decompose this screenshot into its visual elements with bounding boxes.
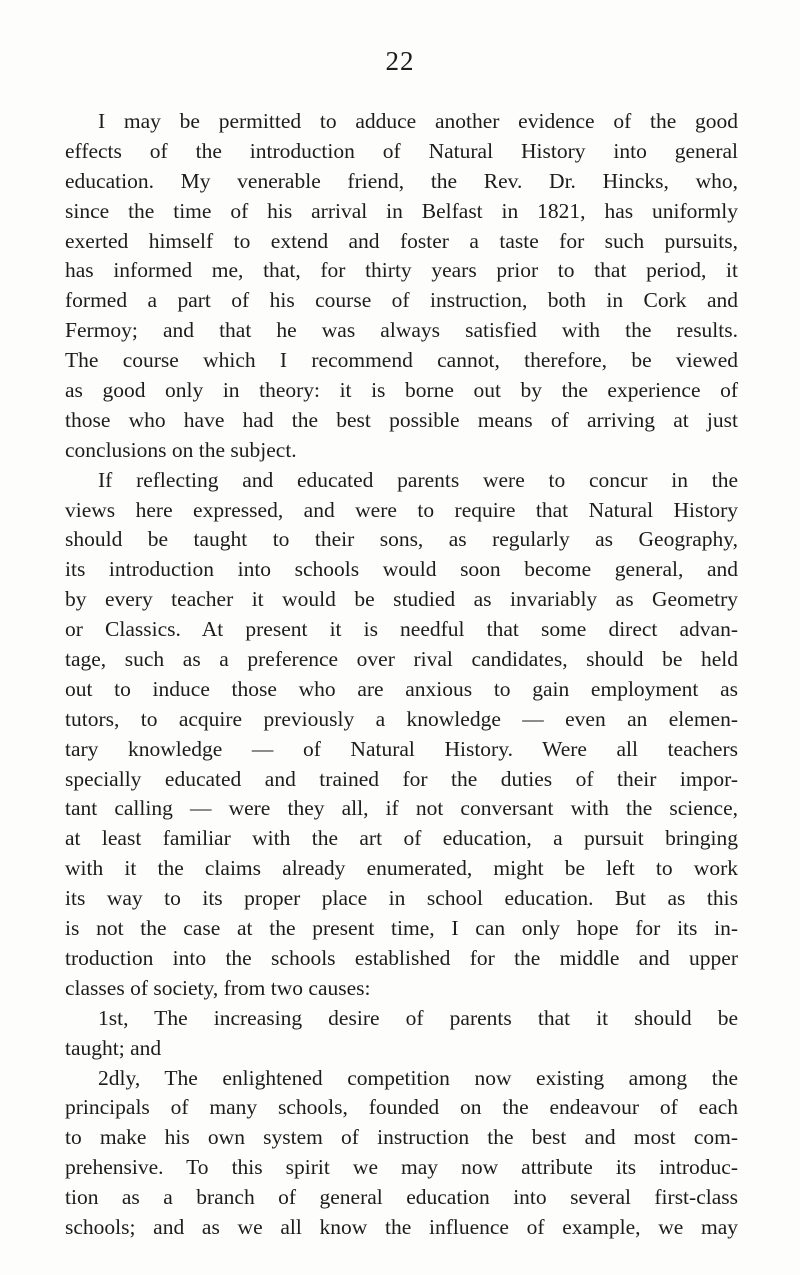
text-line: its way to its proper place in school education. But as this	[65, 886, 738, 911]
page-number: 22	[385, 46, 415, 76]
text-line: has informed me, that, for thirty years prior to that period, it	[65, 258, 738, 283]
text-line: is not the case at the present time, I can only hope for its in-	[65, 916, 738, 941]
text-line: its introduction into schools would soon become general, and	[65, 557, 738, 582]
text-line: tant calling — were they all, if not conversant with the science,	[65, 796, 738, 821]
text-line: as good only in theory: it is borne out by the experience of	[65, 378, 738, 403]
text-line: with it the claims already enumerated, might be left to work	[65, 856, 738, 881]
text-line: schools; and as we all know the influence of example, we may	[65, 1214, 738, 1239]
text-line: tage, such as a preference over rival candidates, should be held	[65, 647, 738, 672]
text-line: views here expressed, and were to require that Natural History	[65, 497, 738, 522]
text-line: tutors, to acquire previously a knowledge — even an elemen-	[65, 706, 738, 731]
text-line: should be taught to their sons, as regularly as Geography,	[65, 527, 738, 552]
text-line: Fermoy; and that he was always satisfied with the results.	[65, 318, 738, 343]
text-line: or Classics. At present it is needful that some direct advan-	[65, 617, 738, 642]
text-line: 2dly, The enlightened competition now existing among the	[98, 1065, 738, 1090]
text-line: tion as a branch of general education into several first-class	[65, 1185, 738, 1210]
text-line: 1st, The increasing desire of parents that it should be	[98, 1005, 738, 1030]
text-line: conclusions on the subject.	[65, 437, 297, 462]
text-line: principals of many schools, founded on the endeavour of each	[65, 1095, 738, 1120]
text-line: exerted himself to extend and foster a taste for such pursuits,	[65, 228, 738, 253]
text-line: tary knowledge — of Natural History. Were all teachers	[65, 736, 738, 761]
text-line: by every teacher it would be studied as invariably as Geometry	[65, 587, 738, 612]
text-line: The course which I recommend cannot, therefore, be viewed	[65, 348, 738, 373]
body-text	[65, 107, 738, 1243]
text-line: If reflecting and educated parents were to concur in the	[98, 467, 738, 492]
text-line: specially educated and trained for the duties of their impor-	[65, 766, 738, 791]
text-line: I may be permitted to adduce another evidence of the good	[98, 109, 738, 133]
text-line: education. My venerable friend, the Rev. Dr. Hincks, who,	[65, 168, 738, 193]
text-line: formed a part of his course of instruction, both in Cork and	[65, 288, 738, 313]
text-line: prehensive. To this spirit we may now attribute its introduc-	[65, 1155, 738, 1180]
text-line: out to induce those who are anxious to gain employment as	[65, 676, 738, 701]
text-line: troduction into the schools established for the middle and upper	[65, 945, 738, 970]
text-line: at least familiar with the art of education, a pursuit bringing	[65, 826, 738, 851]
text-line: those who have had the best possible means of arriving at just	[65, 407, 738, 432]
text-line: to make his own system of instruction the best and most com-	[65, 1125, 738, 1150]
text-line: since the time of his arrival in Belfast in 1821, has uniformly	[65, 198, 738, 223]
text-line: effects of the introduction of Natural History into general	[65, 138, 738, 163]
text-line: taught; and	[65, 1035, 162, 1060]
text-line: classes of society, from two causes:	[65, 975, 371, 1000]
